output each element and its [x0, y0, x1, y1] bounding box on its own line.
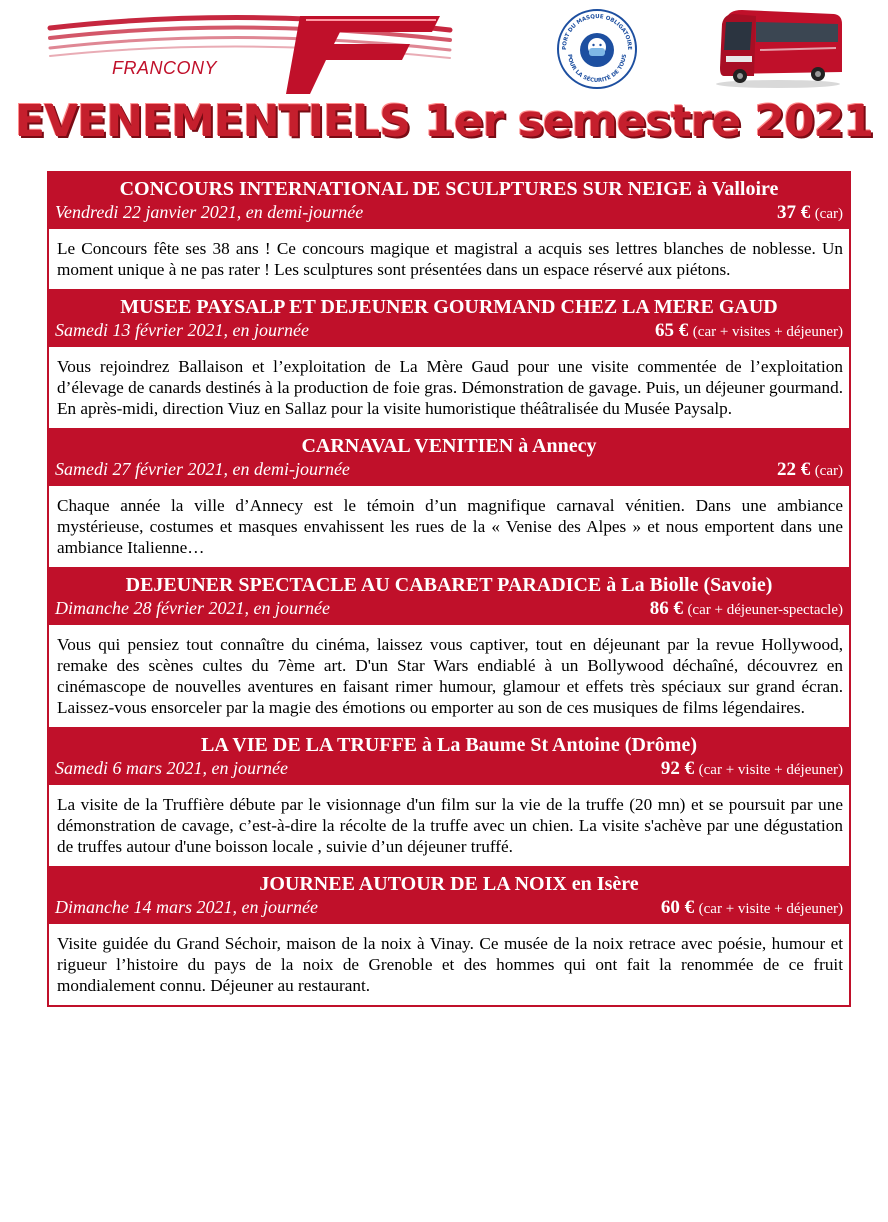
event-header	[49, 567, 849, 625]
event-date: Vendredi 22 janvier 2021, en demi-journée	[55, 202, 364, 222]
event-date: Samedi 6 mars 2021, en journée	[55, 758, 288, 778]
event-header	[49, 171, 849, 229]
coach-bus-image	[712, 6, 844, 88]
event-card	[49, 428, 849, 567]
price-value: 65 €	[655, 320, 689, 341]
event-meta	[55, 458, 843, 482]
svg-text:POUR LA SÉCURITÉ DE TOUS: POUR LA SÉCURITÉ DE TOUS	[565, 53, 629, 85]
events-list	[47, 171, 851, 1007]
price-note: (car)	[814, 206, 843, 222]
event-price	[777, 458, 843, 482]
event-card	[49, 866, 849, 1005]
event-meta	[55, 896, 843, 920]
event-description: La visite de la Truffière débute par le visionnage d'un film sur la vie de la truffe (20 mn) et se poursuit par une démonstration de cavage, c’est-à-dire la récolte de la truffe avec un chien. La visite s'achève par une dégustation de truffes autour d'une boisson locale , suivie d’un déjeuner truffé.	[49, 785, 849, 866]
price-note: (car + visites + déjeuner)	[692, 324, 843, 340]
brand-name: FRANCONY	[112, 58, 218, 78]
event-description: Le Concours fête ses 38 ans ! Ce concours magique et magistral a acquis ses lettres blanches de noblesse. Un moment unique à ne pas rater ! Les sculptures sont présentées dans un espace réservé aux piétons.	[49, 229, 849, 289]
svg-text:PORT DU MASQUE OBLIGATOIRE: PORT DU MASQUE OBLIGATOIRE	[561, 13, 633, 51]
event-description: Vous qui pensiez tout connaître du cinéma, laissez vous captiver, tout en déjeunant par la revue Hollywood, remake des scènes cultes du 7ème art. D'un Star Wars endiablé à un Bollywood déchaîné, découvrez en cinémascope de nouvelles aventures en faisant rimer humour, glamour et effets très spéciaux sur grand écran. Laissez-vous ensorceler par la magie des émotions ou emporter au son de ces musiques de films légendaires.	[49, 625, 849, 727]
price-note: (car + visite + déjeuner)	[698, 762, 843, 778]
event-header	[49, 289, 849, 347]
event-title: LA VIE DE LA TRUFFE à La Baume St Antoine (Drôme)	[201, 734, 697, 756]
event-header	[49, 727, 849, 785]
price-value: 86 €	[649, 598, 683, 619]
francony-logo	[40, 8, 460, 96]
event-meta	[55, 757, 843, 781]
price-value: 37 €	[776, 202, 811, 223]
event-meta	[55, 201, 843, 225]
event-meta	[55, 597, 843, 621]
page-header	[0, 0, 888, 170]
event-title: CONCOURS INTERNATIONAL DE SCULPTURES SUR NEIGE à Valloire	[119, 178, 779, 200]
event-meta	[55, 319, 843, 343]
event-date: Dimanche 14 mars 2021, en journée	[55, 897, 318, 917]
price-value: 92 €	[660, 758, 695, 779]
event-description: Visite guidée du Grand Séchoir, maison de la noix à Vinay. Ce musée de la noix retrace avec poésie, humour et rigueur l’histoire du pays de la noix de Grenoble et des hommes qui ont fait la renommée de ce fruit mondialement connu. Déjeuner au restaurant.	[49, 924, 849, 1005]
event-date: Dimanche 28 février 2021, en journée	[55, 598, 330, 618]
price-note: (car)	[814, 463, 843, 479]
event-card	[49, 171, 849, 289]
price-note: (car + déjeuner-spectacle)	[687, 602, 843, 618]
event-price	[661, 757, 843, 781]
event-title: MUSEE PAYSALP ET DEJEUNER GOURMAND CHEZ LA MERE GAUD	[120, 296, 778, 318]
event-price	[655, 319, 843, 343]
price-note: (car + visite + déjeuner)	[698, 901, 843, 917]
event-card	[49, 727, 849, 866]
page-title: EVENEMENTIELS 1er semestre 2021	[15, 96, 873, 147]
price-value: 60 €	[660, 897, 695, 918]
event-title: JOURNEE AUTOUR DE LA NOIX en Isère	[259, 873, 639, 895]
event-header	[49, 428, 849, 486]
event-description: Vous rejoindrez Ballaison et l’exploitation de La Mère Gaud pour une visite commentée de l’exploitation d’élevage de canards destinés à la production de foie gras. Démonstration de gavage. Puis, un déjeuner gourmand. En après-midi, direction Viuz en Sallaz pour la visite humoristique théâtralisée du Musée Paysalp.	[49, 347, 849, 428]
event-title: CARNAVAL VENITIEN à Annecy	[301, 435, 597, 457]
mask-mandatory-badge	[556, 8, 638, 90]
event-date: Samedi 27 février 2021, en demi-journée	[55, 459, 350, 479]
event-title: DEJEUNER SPECTACLE AU CABARET PARADICE à La Biolle (Savoie)	[125, 574, 773, 596]
price-value: 22 €	[776, 459, 811, 480]
event-date: Samedi 13 février 2021, en journée	[55, 320, 309, 340]
event-card	[49, 289, 849, 428]
event-price	[661, 896, 843, 920]
event-card	[49, 567, 849, 727]
event-price	[777, 201, 843, 225]
event-description: Chaque année la ville d’Annecy est le témoin d’un magnifique carnaval vénitien. Dans une ambiance mystérieuse, costumes et masques envahissent les rues de la « Venise des Alpes » et nous emportent dans une ambiance Italienne…	[49, 486, 849, 567]
event-price	[650, 597, 843, 621]
event-header	[49, 866, 849, 924]
